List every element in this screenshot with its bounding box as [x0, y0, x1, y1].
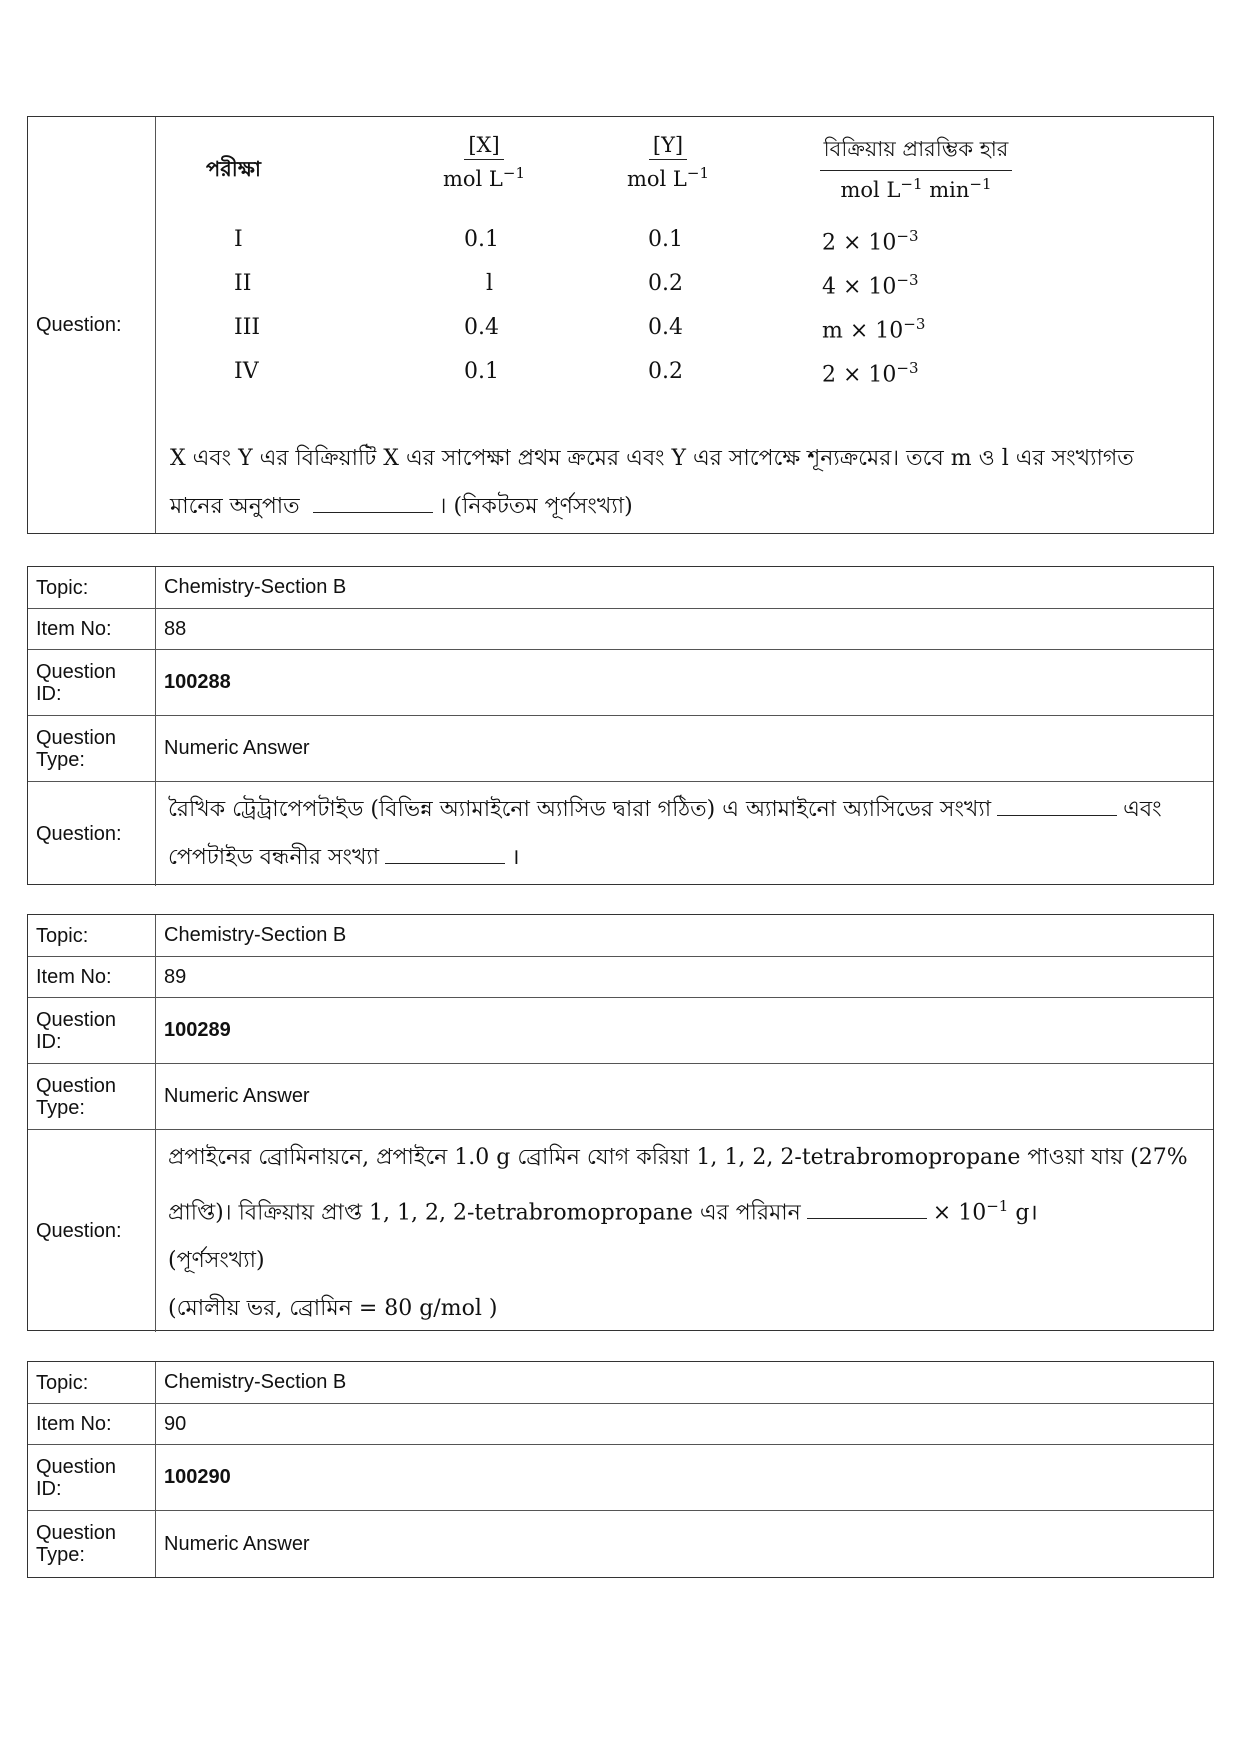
row-1-rate: $2 \times 10^{-3}$	[822, 227, 919, 256]
question-label: Question:	[28, 1130, 156, 1332]
question-type-label: Question Type:	[28, 716, 156, 781]
question-block-87	[27, 116, 1214, 534]
header-x: [X] mol $L^{-1}$	[442, 133, 526, 191]
row-4-exp: IV	[234, 359, 259, 384]
header-y: [Y] mol $L^{-1}$	[626, 133, 710, 191]
row-3-exp: III	[234, 315, 261, 340]
item-no-label: Item No:	[28, 1404, 156, 1444]
question-label: Question:	[28, 782, 156, 886]
header-experiment: পরীক্ষা	[206, 156, 261, 181]
question-block-88	[27, 566, 1214, 885]
question-text: রৈখিক ট্রেট্রাপেপটাইড (বিভিন্ন অ্যামাইনো অ্যাসিড দ্বারা গঠিত) এ অ্যামাইনো অ্যাসিডের সংখ্যা এবং পেপটাইড বন্ধনীর সংখ্যা ।	[168, 797, 1162, 870]
row-4-rate: $2 \times 10^{-3}$	[822, 359, 919, 388]
question-type-label: Question Type:	[28, 1064, 156, 1129]
question-text: X এবং Y এর বিক্রিয়াটি X এর সাপেক্ষা প্রথম ক্রমের এবং Y এর সাপেক্ষে শূন্যক্রমের। তবে m ও l এর সংখ্যাগত মানের অনুপাত । (নিকটতম পূর্ণসংখ্যা)	[170, 446, 1134, 519]
item-no-label: Item No:	[28, 957, 156, 997]
answer-blank	[385, 843, 505, 864]
question-id-value: 100290	[164, 1466, 231, 1488]
row-2-rate: $4 \times 10^{-3}$	[822, 271, 919, 300]
row-4-y: 0.2	[648, 359, 683, 384]
answer-blank	[313, 492, 433, 513]
topic-value: Chemistry-Section B	[164, 576, 347, 598]
question-id-value: 100288	[164, 671, 231, 693]
question-type-value: Numeric Answer	[164, 1085, 310, 1107]
question-id-label: Question ID:	[28, 1445, 156, 1510]
question-type-label: Question Type:	[28, 1511, 156, 1577]
row-3-y: 0.4	[648, 315, 683, 340]
question-id-label: Question ID:	[28, 998, 156, 1063]
question-block-89	[27, 914, 1214, 1331]
row-2-x: l	[486, 271, 494, 296]
row-1-y: 0.1	[648, 227, 683, 252]
topic-value: Chemistry-Section B	[164, 1371, 347, 1393]
item-no-label: Item No:	[28, 609, 156, 649]
item-no-value: 89	[164, 965, 187, 988]
question-text: প্রপাইনের ব্রোমিনায়নে, প্রপাইনে 1.0 g ব্রোমিন যোগ করিয়া 1, 1, 2, 2-tetrabromopropane পাওয়া যায় (27% প্রাপ্তি)। বিক্রিয়ায় প্রাপ্ত 1, 1, 2, 2-tetrabromopropane এর পরিমান × $10^{-1}$ g। (পূর্ণসংখ্যা) (মোলীয় ভর, ব্রোমিন = 80 g/mol )	[168, 1145, 1188, 1322]
topic-label: Topic:	[28, 567, 156, 608]
topic-value: Chemistry-Section B	[164, 924, 347, 946]
row-1-exp: I	[234, 227, 243, 252]
topic-label: Topic:	[28, 1362, 156, 1403]
answer-blank	[807, 1198, 927, 1219]
answer-blank	[997, 795, 1117, 816]
question-id-value: 100289	[164, 1019, 231, 1041]
question-type-value: Numeric Answer	[164, 737, 310, 759]
item-no-value: 88	[164, 617, 187, 640]
row-2-y: 0.2	[648, 271, 683, 296]
question-type-value: Numeric Answer	[164, 1532, 310, 1555]
topic-label: Topic:	[28, 915, 156, 956]
item-no-value: 90	[164, 1412, 187, 1435]
row-1-x: 0.1	[464, 227, 499, 252]
header-rate: বিক্রিয়ায় প্রারম্ভিক হার mol $L^{-1}$ $\min^{-1}$	[816, 133, 1016, 202]
question-label: Question:	[28, 117, 156, 533]
row-3-rate: $m \times 10^{-3}$	[822, 315, 926, 344]
row-3-x: 0.4	[464, 315, 499, 340]
question-block-90	[27, 1361, 1214, 1578]
row-4-x: 0.1	[464, 359, 499, 384]
rate-table	[156, 117, 1213, 533]
question-id-label: Question ID:	[28, 650, 156, 715]
row-2-exp: II	[234, 271, 252, 296]
